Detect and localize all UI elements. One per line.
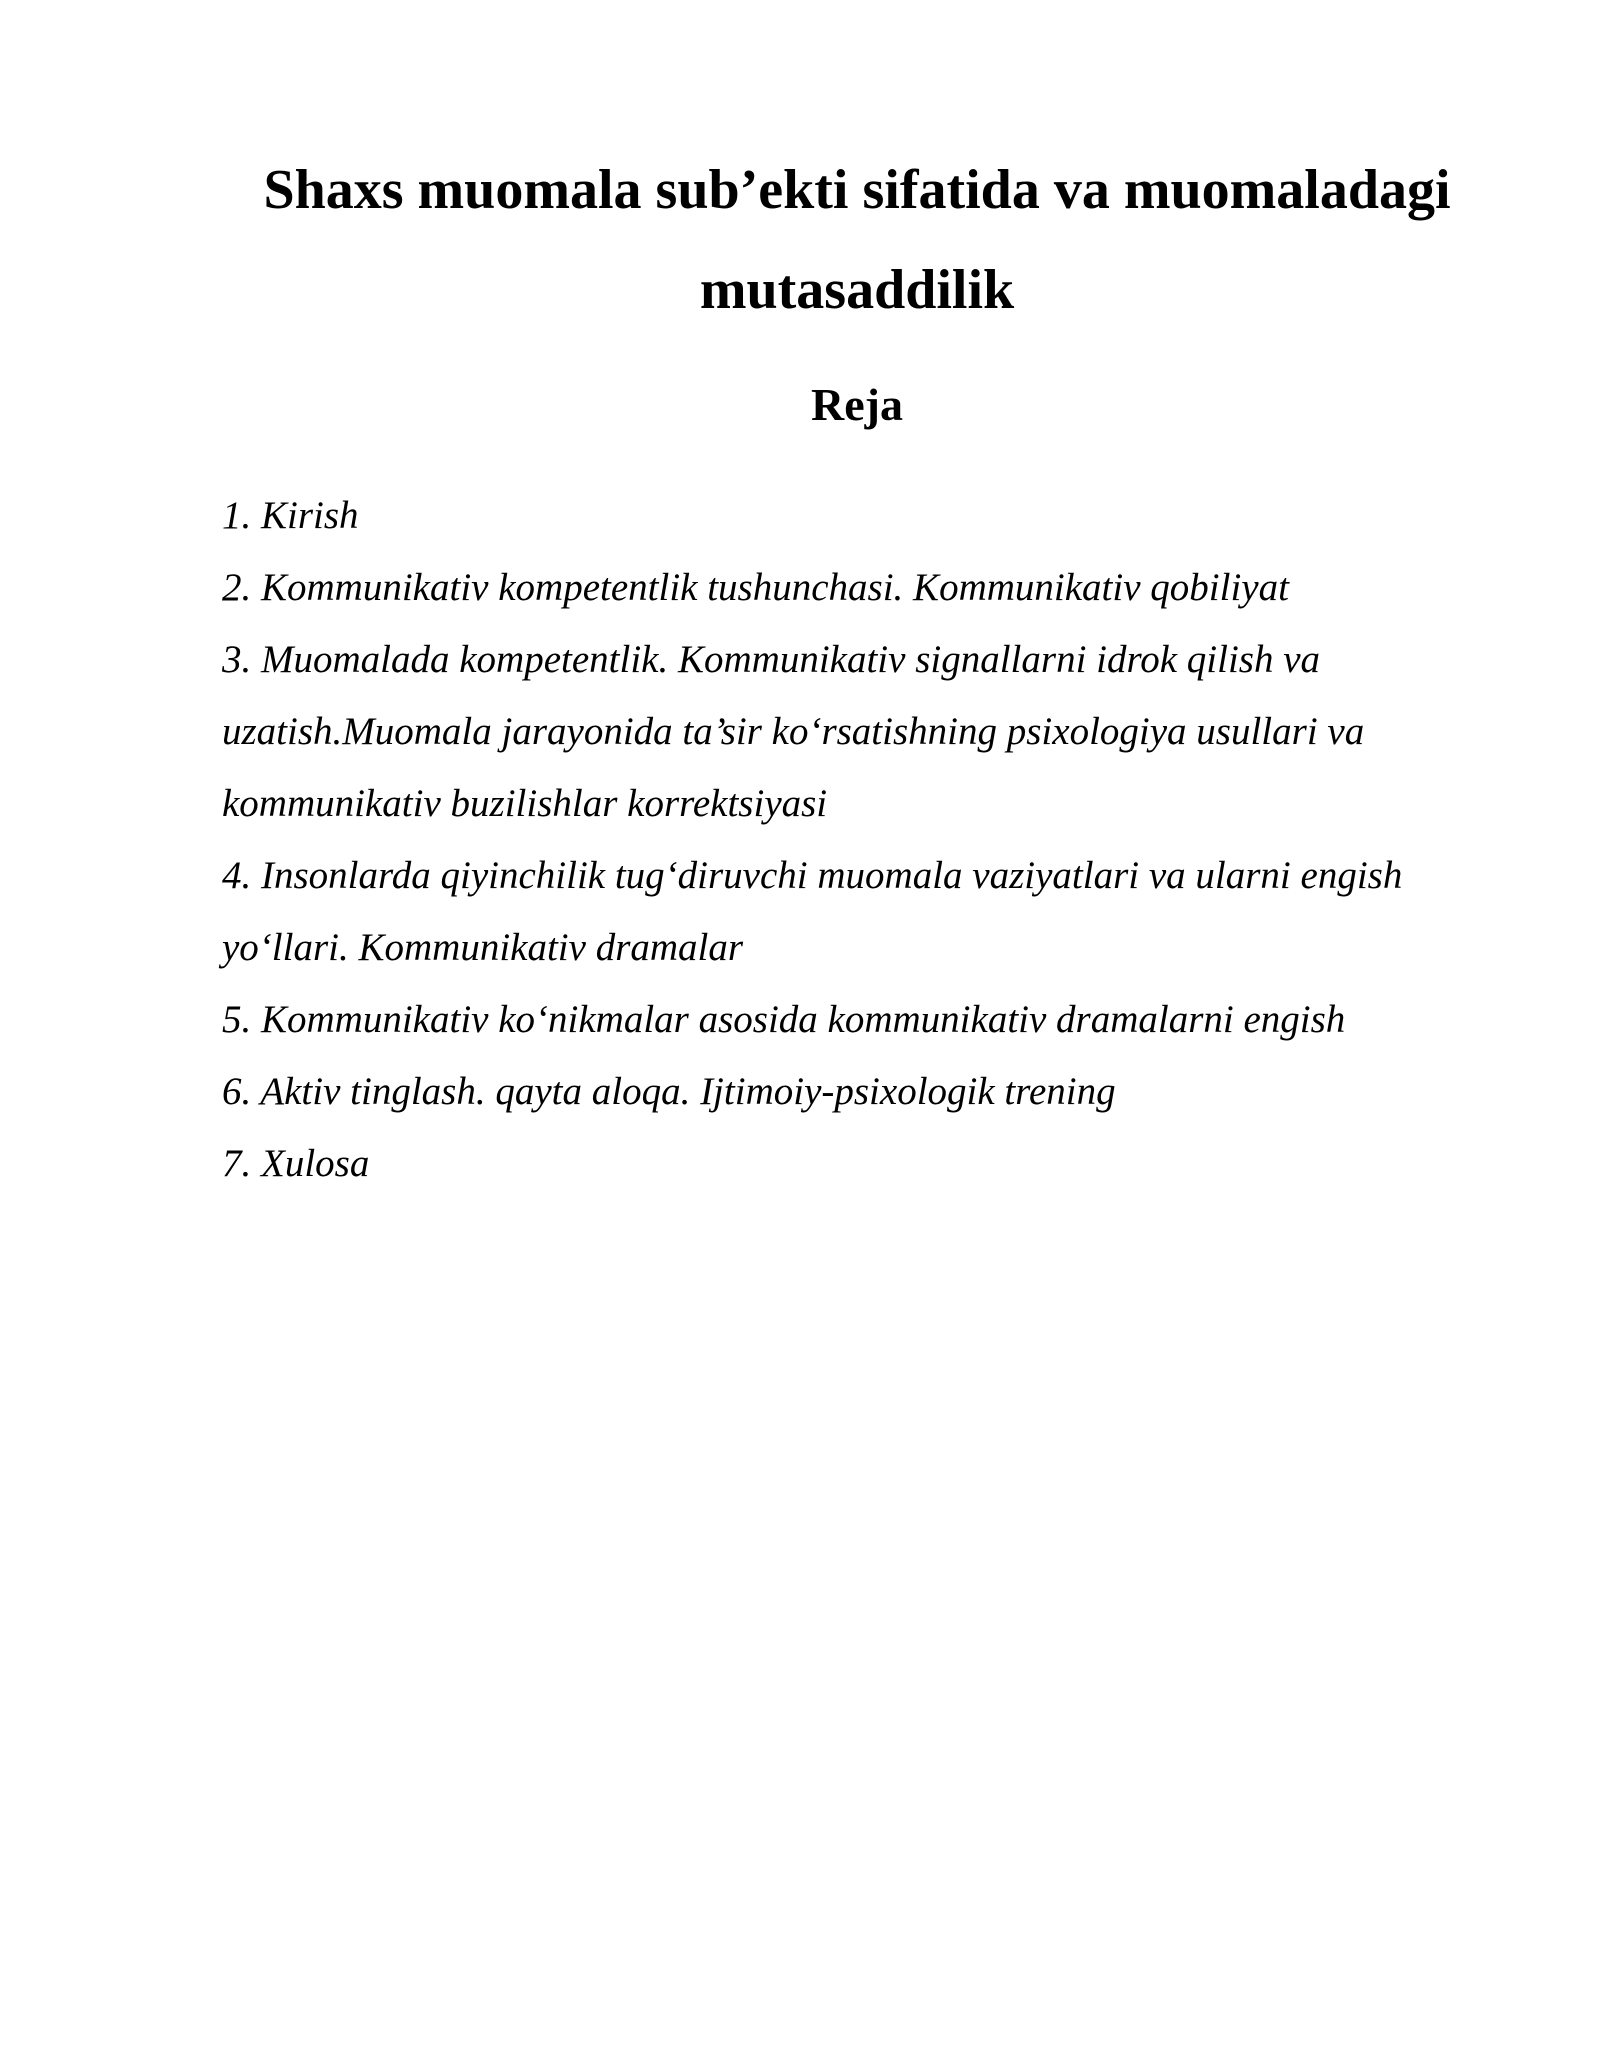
page-title: Shaxs muomala sub’ekti sifatida va muomaladagi mutasaddilik xyxy=(263,159,1451,321)
plan-heading: Reja xyxy=(811,379,903,430)
plan-item: 6. Aktiv tinglash. qayta aloqa. Ijtimoiy-psixologik trening xyxy=(222,1070,1116,1113)
plan-item: 4. Insonlarda qiyinchilik tug‘diruvchi muomala vaziyatlari va ularni engish yo‘llari. Kommunikativ dramalar xyxy=(222,854,1403,969)
plan-item: 2. Kommunikativ kompetentlik tushunchasi. Kommunikativ qobiliyat xyxy=(222,566,1289,609)
plan-item: 1. Kirish xyxy=(222,494,359,537)
plan-item: 3. Muomalada kompetentlik. Kommunikativ signallarni idrok qilish va uzatish.Muomala jarayonida ta’sir ko‘rsatishning psixologiya usullari va kommunikativ buzilishlar korrektsiyasi xyxy=(222,638,1365,825)
plan-list xyxy=(222,480,1492,1200)
plan-item: 5. Kommunikativ ko‘nikmalar asosida kommunikativ dramalarni engish xyxy=(222,998,1346,1041)
plan-item: 7. Xulosa xyxy=(222,1142,370,1185)
